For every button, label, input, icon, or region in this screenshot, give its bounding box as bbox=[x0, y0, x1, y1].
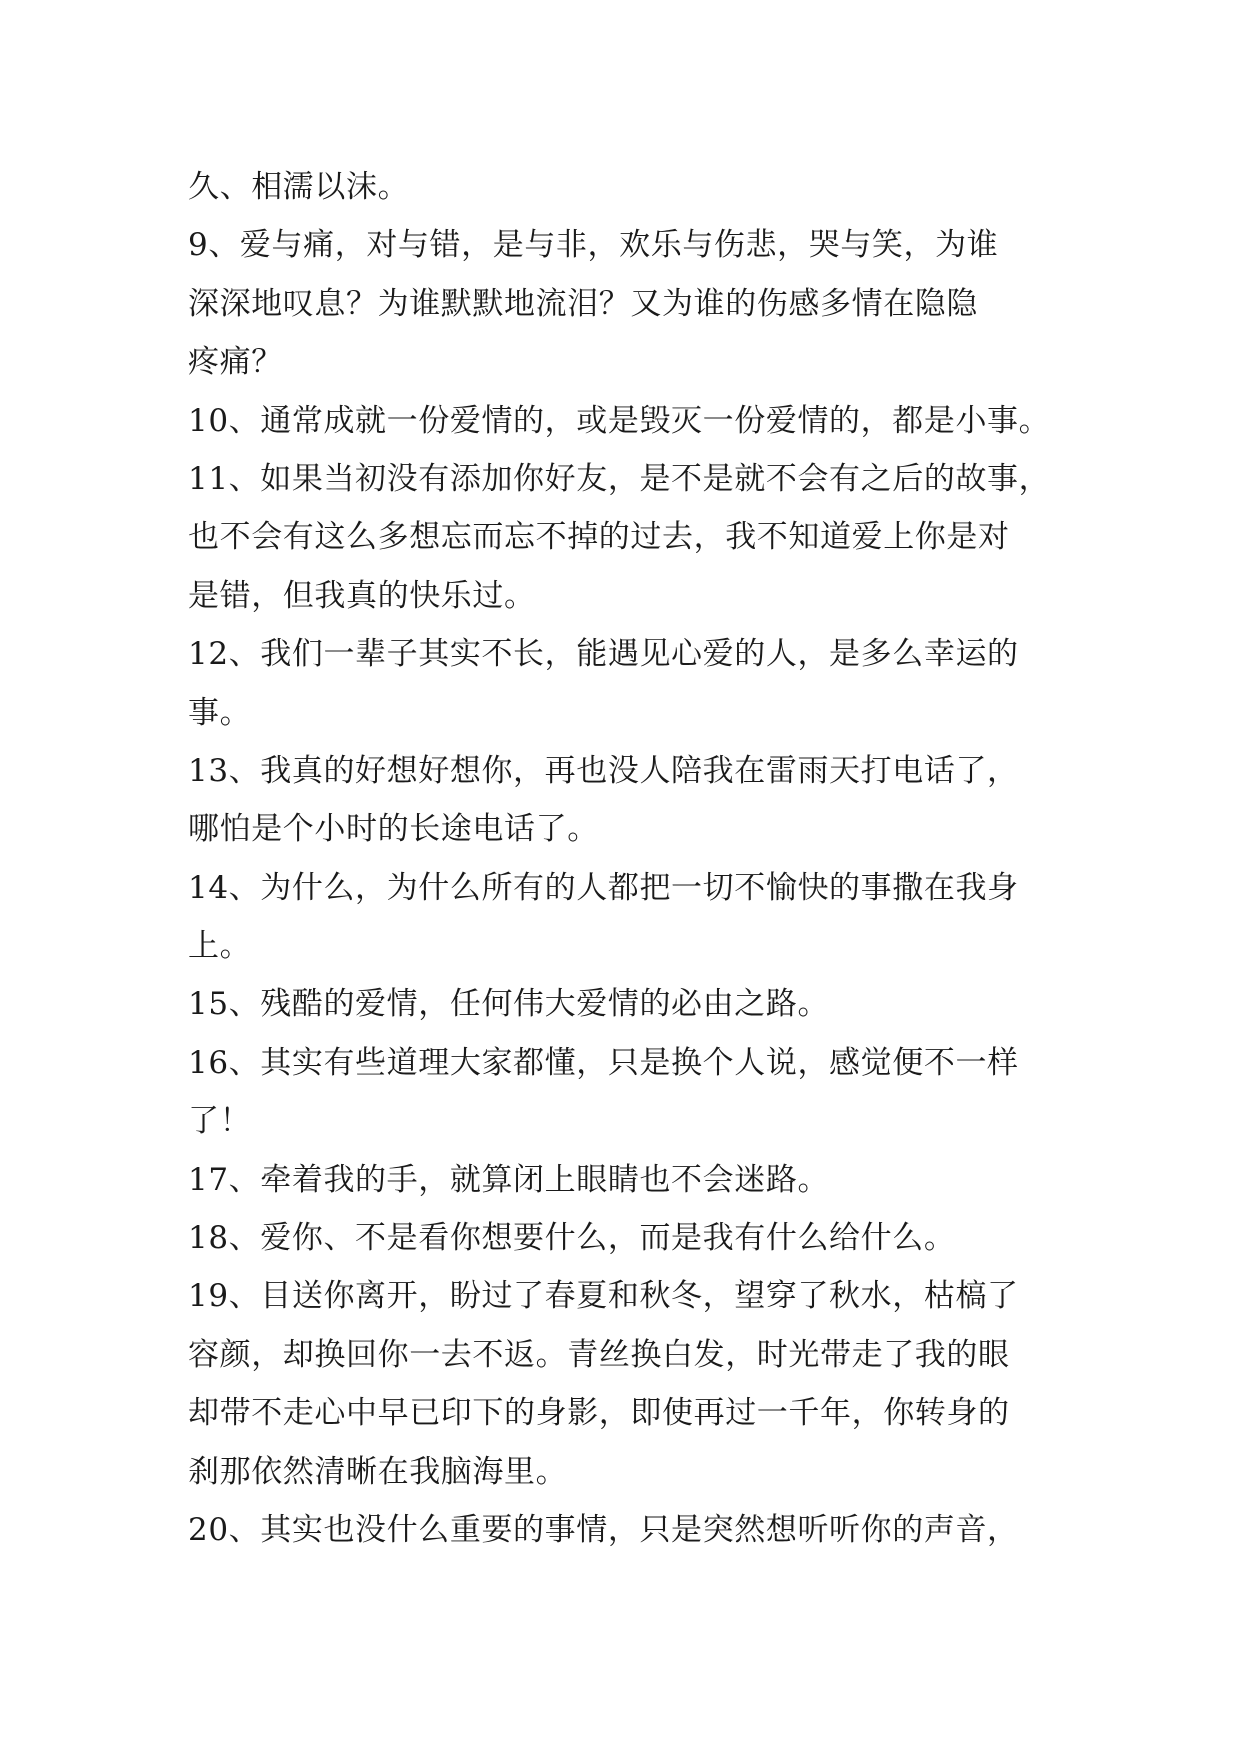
text-line: 12、我们一辈子其实不长，能遇见心爱的人，是多么幸运的 bbox=[188, 636, 1019, 673]
text-line: 容颜，却换回你一去不返。青丝换白发，时光带走了我的眼 bbox=[188, 1336, 1010, 1373]
text-line: 上。 bbox=[188, 928, 252, 965]
text-line: 却带不走心中早已印下的身影，即使再过一千年，你转身的 bbox=[188, 1395, 1010, 1432]
text-line: 是错，但我真的快乐过。 bbox=[188, 577, 536, 614]
text-line: 17、牵着我的手，就算闭上眼睛也不会迷路。 bbox=[188, 1161, 830, 1198]
text-line: 疼痛？ bbox=[188, 344, 283, 381]
text-line: 19、目送你离开，盼过了春夏和秋冬，望穿了秋水，枯槁了 bbox=[188, 1278, 1019, 1315]
text-line: 15、残酷的爱情，任何伟大爱情的必由之路。 bbox=[188, 986, 830, 1023]
text-line: 久、相濡以沫。 bbox=[188, 169, 410, 205]
text-line: 了！ bbox=[188, 1103, 252, 1140]
text-line: 哪怕是个小时的长途电话了。 bbox=[188, 811, 599, 848]
text-line: 14、为什么，为什么所有的人都把一切不愉快的事撒在我身 bbox=[188, 869, 1019, 906]
text-line: 9、爱与痛，对与错，是与非，欢乐与伤悲，哭与笑，为谁 bbox=[188, 227, 999, 264]
text-line: 18、爱你、不是看你想要什么，而是我有什么给什么。 bbox=[188, 1220, 956, 1257]
document-body bbox=[188, 158, 1058, 1559]
text-line: 20、其实也没什么重要的事情，只是突然想听听你的声音， bbox=[188, 1511, 1019, 1548]
text-line: 11、如果当初没有添加你好友，是不是就不会有之后的故事， bbox=[188, 460, 1051, 497]
text-line: 刹那依然清晰在我脑海里。 bbox=[188, 1453, 568, 1490]
text-line: 16、其实有些道理大家都懂，只是换个人说，感觉便不一样 bbox=[188, 1044, 1019, 1081]
text-line: 深深地叹息？为谁默默地流泪？又为谁的伤感多情在隐隐 bbox=[188, 285, 978, 322]
text-line: 10、通常成就一份爱情的，或是毁灭一份爱情的，都是小事。 bbox=[188, 402, 1051, 439]
text-line: 13、我真的好想好想你，再也没人陪我在雷雨天打电话了， bbox=[188, 752, 1019, 789]
text-line: 也不会有这么多想忘而忘不掉的过去，我不知道爱上你是对 bbox=[188, 519, 1010, 556]
text-line: 事。 bbox=[188, 694, 252, 731]
